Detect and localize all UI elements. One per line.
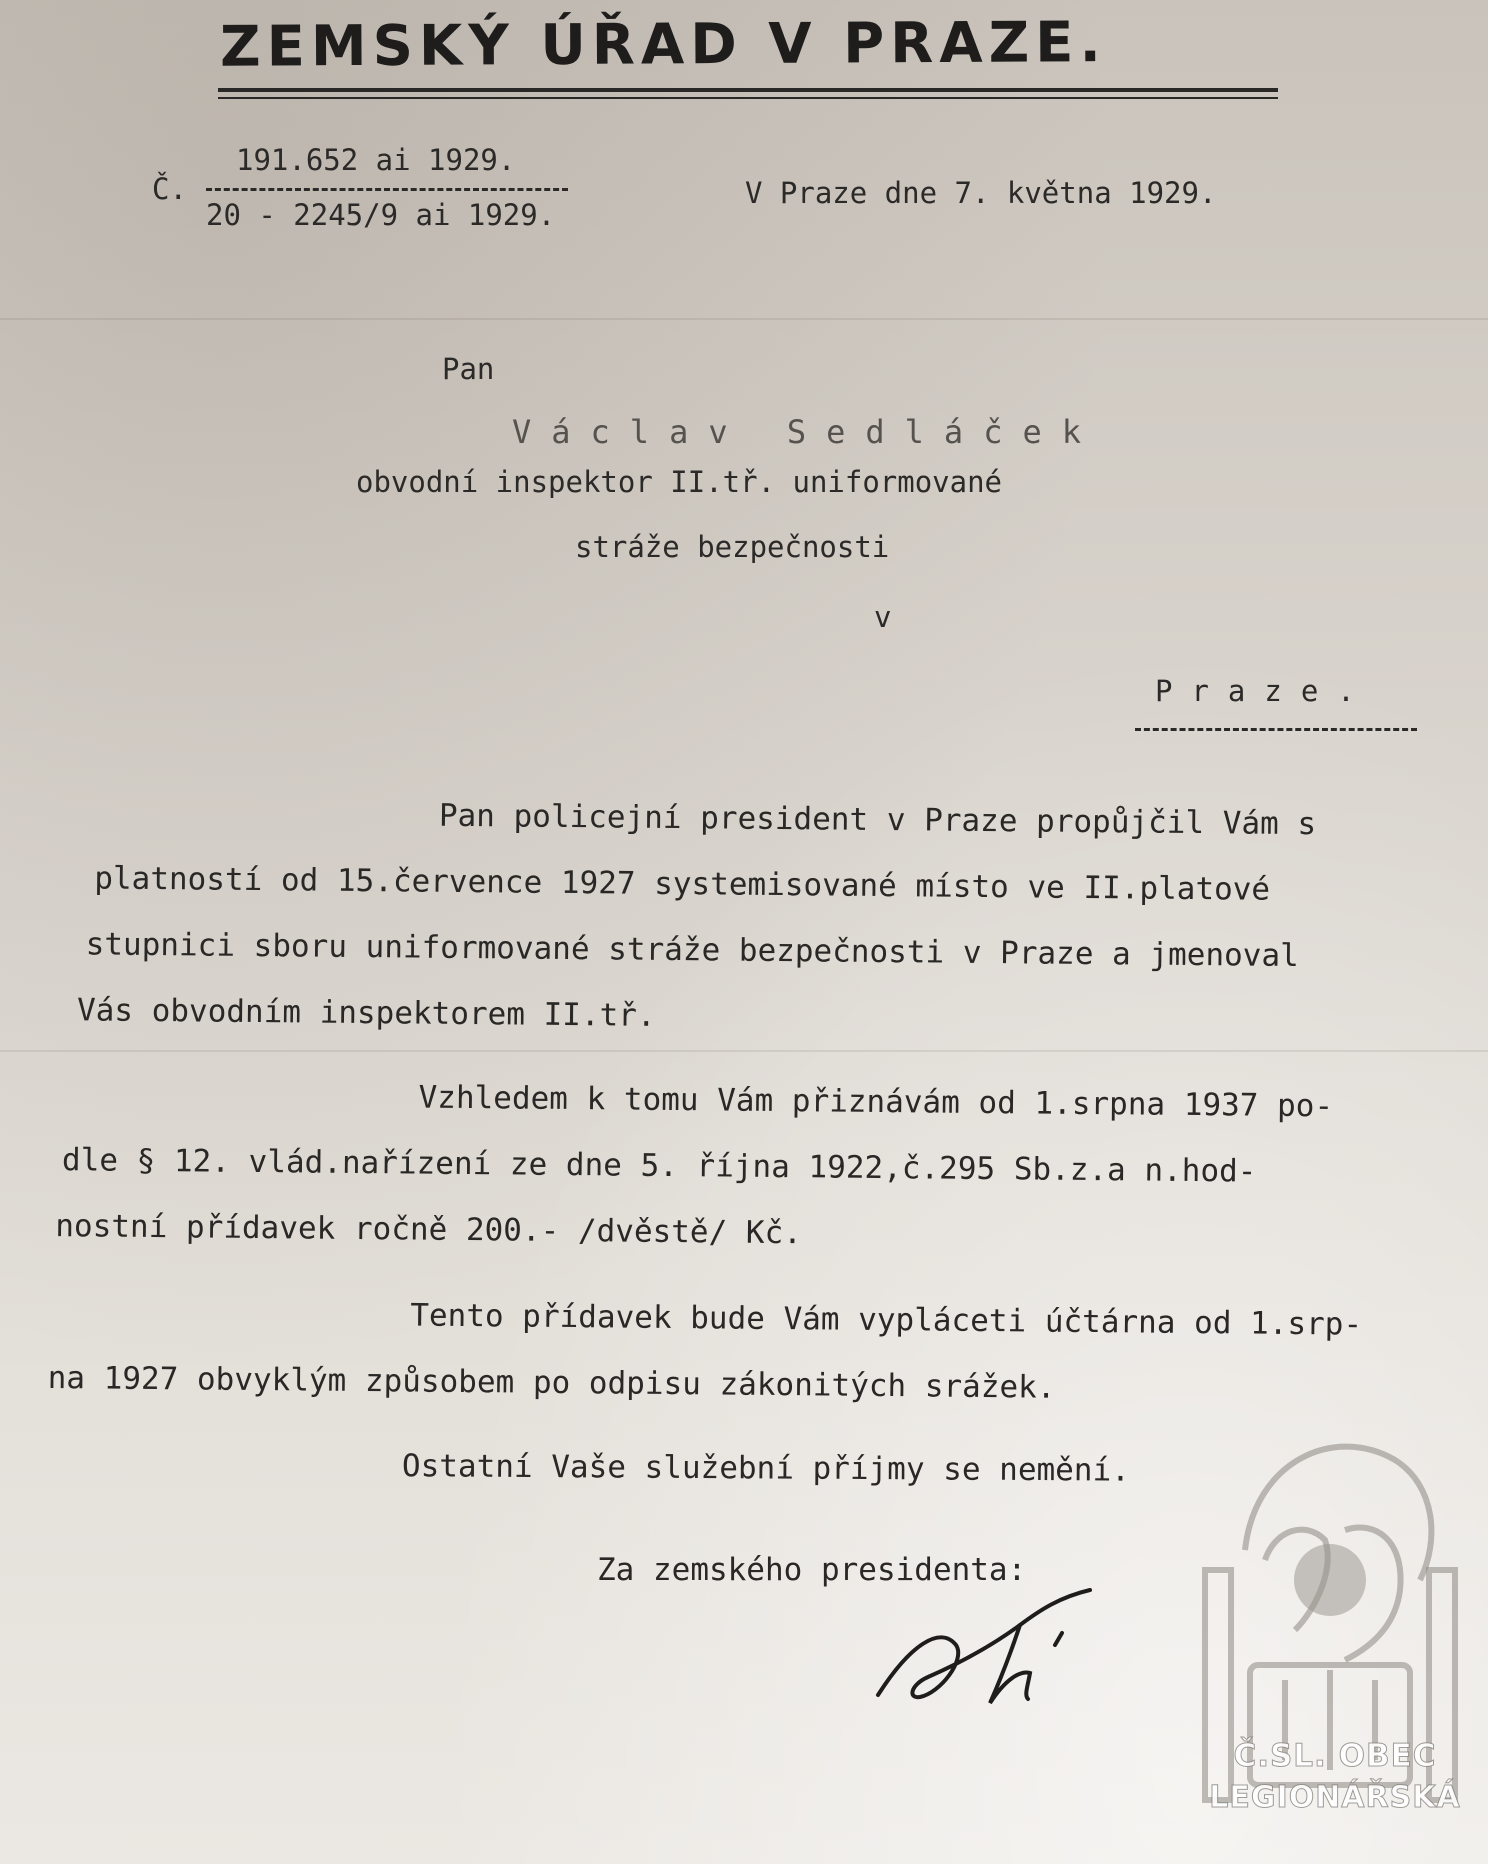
body-line: stupnici sboru uniformované stráže bezpečnosti v Praze a jmenoval [85,926,1299,975]
reference-number-top: 191.652 ai 1929. [236,143,516,177]
body-line: Vzhledem k tomu Vám přiznávám od 1.srpna 1937 po- [418,1079,1334,1125]
reference-number-bottom: 20 - 2245/9 ai 1929. [206,198,556,232]
addressee-title-line2: stráže bezpečnosti [575,530,890,564]
watermark-text-line1: Č.SL. OBEC [1233,1738,1437,1774]
body-line: Vás obvodním inspektorem II.tř. [76,992,656,1034]
heading-rule-thin [218,97,1278,99]
watermark-text-line2: LEGIONÁŘSKÁ [1209,1780,1461,1815]
body-line: Ostatní Vaše služební příjmy se nemění. [401,1448,1130,1489]
city-underline [1135,728,1417,731]
body-paragraph-3 [47,1290,1448,1406]
addressee-preposition: v [874,600,892,634]
heading-rule-thick [218,88,1278,92]
salutation: Pan [442,352,495,386]
letter-date: V Praze dne 7. května 1929. [745,176,1217,210]
body-line: platností od 15.července 1927 systemisované místo ve II.platové [94,860,1271,908]
reference-divider [206,188,568,191]
paper-fold [0,318,1488,320]
addressee-city: Praze. [1155,674,1374,708]
reference-prefix: Č. [152,172,187,206]
addressee-title-line1: obvodní inspektor II.tř. uniformované [356,465,1003,499]
body-paragraph-2 [48,1072,1448,1252]
body-paragraph-1 [48,790,1448,1032]
legion-watermark [1195,1420,1465,1844]
body-line: Tento přídavek bude Vám vypláceti účtárna od 1.srp- [410,1297,1363,1343]
office-heading: ZEMSKÝ ÚŘAD V PRAZE. [219,10,1107,80]
body-line: na 1927 obvyklým způsobem po odpisu zákonitých srážek. [47,1359,1056,1406]
handwritten-signature [870,1585,1110,1715]
body-line: Pan policejní president v Praze propůjčil Vám s [438,797,1317,843]
addressee-name: Václav Sedláček [512,413,1101,451]
paper-fold [0,1050,1488,1052]
body-line: nostní přídavek ročně 200.- /dvěstě/ Kč. [55,1208,803,1252]
legionnaire-emblem-icon [1195,1420,1465,1840]
body-line: dle § 12. vlád.nařízení ze dne 5. října 1922,č.295 Sb.z.a n.hod- [61,1142,1257,1190]
closing-for-line: Za zemského presidenta: [597,1552,1027,1588]
